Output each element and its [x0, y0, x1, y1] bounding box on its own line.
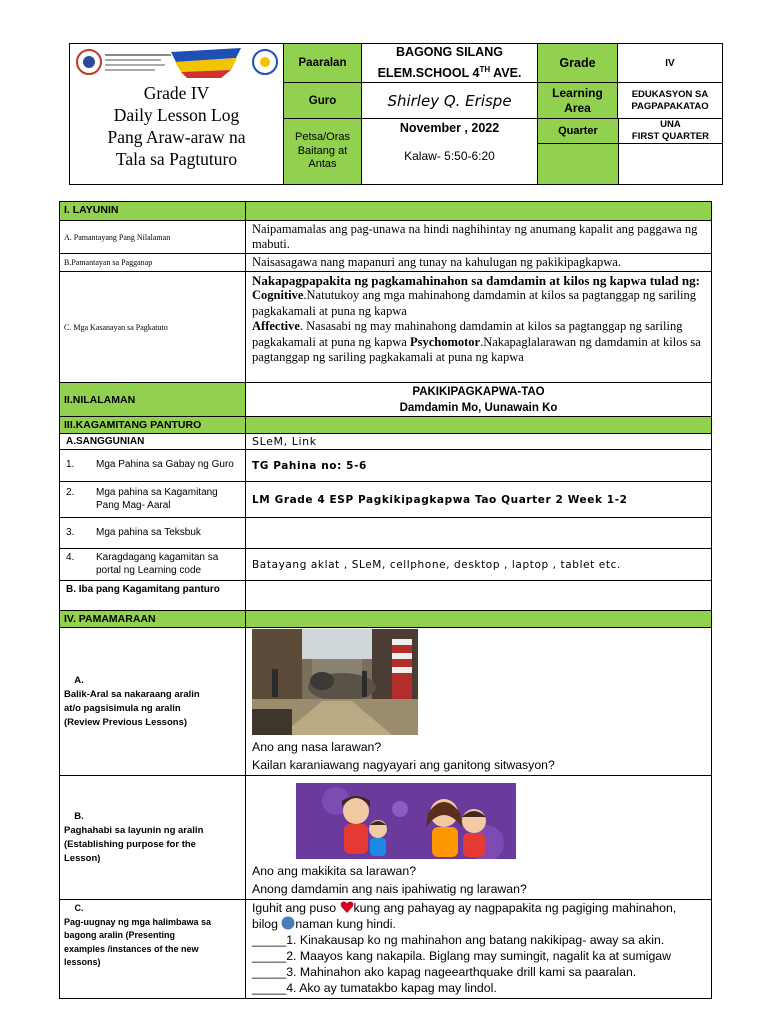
pag-uugnay-instructions [252, 900, 705, 932]
pag-uugnay-num: C. [74, 903, 84, 913]
learning-area-value-1: EDUKASYON SA [631, 88, 709, 100]
school-sup: TH [479, 65, 491, 74]
paghahabi-question-1: Ano ang makikita sa larawan? [252, 864, 417, 878]
paaralan-label: Paaralan [284, 44, 362, 83]
kagamitan-item-1-value [246, 450, 712, 482]
kagamitan-item-2 [60, 482, 246, 518]
cognitive-label: Cognitive [252, 288, 304, 302]
quarter-value [618, 119, 722, 144]
kagamitan-item-3 [60, 518, 246, 549]
pag-uugnay-label [60, 900, 246, 999]
flood-street-photo [252, 629, 418, 735]
paghahabi-text: Paghahabi sa layunin ng aralin (Establishing purpose for the Lesson) [64, 824, 204, 864]
cognitive-line [252, 288, 705, 319]
affective-line [252, 319, 705, 366]
item-2-label: Mga pahina sa Kagamitang Pang Mag- Aaral [96, 487, 218, 511]
title-line-2: Daily Lesson Log [113, 105, 240, 125]
time-text: Kalaw- 5:50-6:20 [404, 149, 495, 164]
balik-aral-label [60, 628, 246, 776]
learning-area-value-2: PAGPAPAKATAO [631, 100, 709, 112]
kagamitan-item-4 [60, 549, 246, 581]
pamantayang-nilalaman-label: A. Pamantayang Pang Nilalaman [60, 221, 246, 254]
balik-aral-text: Balik-Aral sa nakaraang aralin at/o pagsisimula ng aralin (Review Previous Lessons) [64, 688, 200, 728]
date-time-cell [362, 119, 538, 185]
psychomotor-label: Psychomotor [409, 334, 481, 349]
kagamitan-item-1 [60, 450, 246, 482]
pag-uugnay-text: Pag-uugnay ng mga halimbawa sa bagong aralin (Presenting examples /instances of the new lessons) [64, 916, 212, 967]
lesson-log-header [69, 43, 723, 185]
item-1-value-text: TG Pahina no: 5-6 [252, 459, 367, 472]
item-3-label: Mga pahina sa Teksbuk [96, 526, 201, 538]
pamantayan-pagganap-label: B.Pamantayan sa Pagganap [60, 254, 246, 272]
petsa-label-1: Petsa/Oras [294, 131, 351, 144]
quarter-table [538, 119, 722, 184]
item-1-label: Mga Pahina sa Gabay ng Guro [96, 459, 234, 471]
quarter-value-1: UNA [660, 119, 681, 131]
iba-pang-kagamitan-value [246, 581, 712, 611]
example-item-1: _____1. Kinakausap ko ng mahinahon ang batang nakikipag- away sa akin. [252, 933, 665, 947]
instructions-part-2: kung ang pahayag ay nagpapakita ng pagiging mahinahon, bilog [252, 901, 677, 931]
petsa-label-2: Baitang at [297, 144, 348, 157]
lesson-log-title [70, 80, 283, 170]
instructions-part-3: naman kung hindi. [295, 917, 396, 931]
kagamitan-heading-fill [246, 417, 712, 434]
teacher-name: Shirley Q. Erispe [362, 83, 538, 119]
item-3-num: 3. [66, 526, 75, 538]
school-line-2 [362, 61, 537, 82]
title-line-3: Pang Araw-araw na [107, 127, 246, 147]
quarter-cell [538, 119, 723, 185]
kagamitan-item-3-value [246, 518, 712, 549]
cognitive-text: .Natutukoy ang mga mahinahong damdamin at kilos sa pagtanggap ng sariling pagkakamali at puna ng kapwa [252, 288, 697, 318]
item-2-value-text: LM Grade 4 ESP Pagkikipagkapwa Tao Quarter 2 Week 1-2 [252, 493, 628, 506]
pamantayang-nilalaman-text: Naipamamalas ang pag-unawa na hindi naghihintay ng anumang kapalit ang paggawa ng mabuti. [246, 221, 712, 254]
nilalaman-heading: II.NILALAMAN [60, 383, 246, 417]
pamantayan-pagganap-text: Naisasagawa nang mapanuri ang tunay na kahulugan ng pakikipagkapwa. [246, 254, 712, 272]
kagamitan-item-2-value [246, 482, 712, 518]
balik-aral-question-2: Kailan karaniawang nagyayari ang ganitong sitwasyon? [252, 758, 555, 772]
instructions-part-1: Iguhit ang puso [252, 901, 340, 915]
affective-label: Affective [252, 319, 300, 333]
kagamitan-item-4-value: Batayang aklat , SLeM, cellphone, desktop , laptop , tablet etc. [246, 549, 712, 581]
item-1-num: 1. [66, 459, 75, 471]
nilalaman-line-1: PAKIKIPAGKAPWA-TAO [412, 385, 545, 398]
learning-area-label: Learning Area [538, 83, 618, 119]
date-text: November , 2022 [399, 121, 500, 136]
logo-row [70, 44, 283, 80]
kasanayan-label: C. Mga Kasanayan sa Pagkatuto [60, 272, 246, 383]
item-4-label: Karagdagang kagamitan sa portal ng Learning code [96, 552, 219, 576]
nilalaman-line-2: Damdamin Mo, Uunawain Ko [399, 401, 558, 414]
quarter-empty-white [618, 144, 722, 184]
balik-aral-question-1: Ano ang nasa larawan? [252, 740, 382, 754]
school-suffix: AVE. [490, 66, 522, 81]
paghahabi-content [246, 776, 712, 900]
item-2-num: 2. [66, 487, 75, 498]
pag-uugnay-content [246, 900, 712, 999]
title-line-4: Tala sa Pagtuturo [115, 149, 238, 169]
school-name [362, 44, 538, 83]
item-4-num: 4. [66, 552, 75, 563]
petsa-label-3: Antas [308, 158, 337, 171]
learning-area-value [618, 83, 723, 119]
sanggunian-value: SLeM, Link [246, 434, 712, 450]
kasanayan-text [246, 272, 712, 383]
example-item-2: _____2. Maayos kang nakapila. Biglang may sumingit, nagalit ka at sumigaw [252, 949, 672, 963]
iba-pang-kagamitan-label: B. Iba pang Kagamitang panturo [60, 581, 246, 611]
balik-aral-num: A. [74, 674, 84, 686]
layunin-heading-fill [246, 202, 712, 221]
kagamitan-heading: III.KAGAMITANG PANTURO [60, 417, 246, 434]
quarter-value-2: FIRST QUARTER [631, 131, 709, 143]
heart-icon [340, 900, 354, 914]
kasanayan-title: Nakapagpapakita ng pagkamahinahon sa damdamin at kilos ng kapwa tulad ng: [252, 273, 700, 288]
deped-logo-banner [71, 44, 283, 80]
grade-value: IV [618, 44, 723, 83]
children-illustration [296, 783, 516, 859]
example-item-4: _____4. Ako ay tumatakbo kapag may lindol. [252, 981, 497, 995]
school-line-1: BAGONG SILANG [396, 45, 503, 59]
paghahabi-num: B. [74, 810, 84, 822]
school-line-2-text: ELEM.SCHOOL 4 [377, 66, 480, 81]
petsa-label [284, 119, 362, 185]
example-item-3: _____3. Mahinahon ako kapag nageearthquake drill kami sa paaralan. [252, 965, 637, 979]
layunin-heading: I. LAYUNIN [60, 202, 246, 221]
sanggunian-label: A.SANGGUNIAN [60, 434, 246, 450]
lesson-plan-table [59, 201, 712, 999]
guro-label: Guro [284, 83, 362, 119]
title-line-1: Grade IV [143, 83, 210, 103]
quarter-empty-green [538, 144, 618, 184]
header-title-cell [70, 44, 284, 185]
balik-aral-content [246, 628, 712, 776]
paghahabi-label [60, 776, 246, 900]
affective-text: . Nasasabi ng may mahinahong damdamin at kilos sa pagtanggap ng sariling pagkakamali at puna ng kapwa [252, 319, 683, 349]
psychomotor-text: .Nakapaglalarawan ng damdamin at kilos sa pagtanggap ng sariling pagkakamali at puna ng kapwa [252, 334, 701, 364]
pamamaraan-heading: IV. PAMAMARAAN [60, 611, 246, 628]
quarter-label: Quarter [538, 119, 618, 144]
paghahabi-question-2: Anong damdamin ang nais ipahiwatig ng larawan? [252, 882, 527, 896]
grade-label: Grade [538, 44, 618, 83]
pamamaraan-heading-fill [246, 611, 712, 628]
circle-icon [281, 916, 295, 930]
nilalaman-content [246, 383, 712, 417]
